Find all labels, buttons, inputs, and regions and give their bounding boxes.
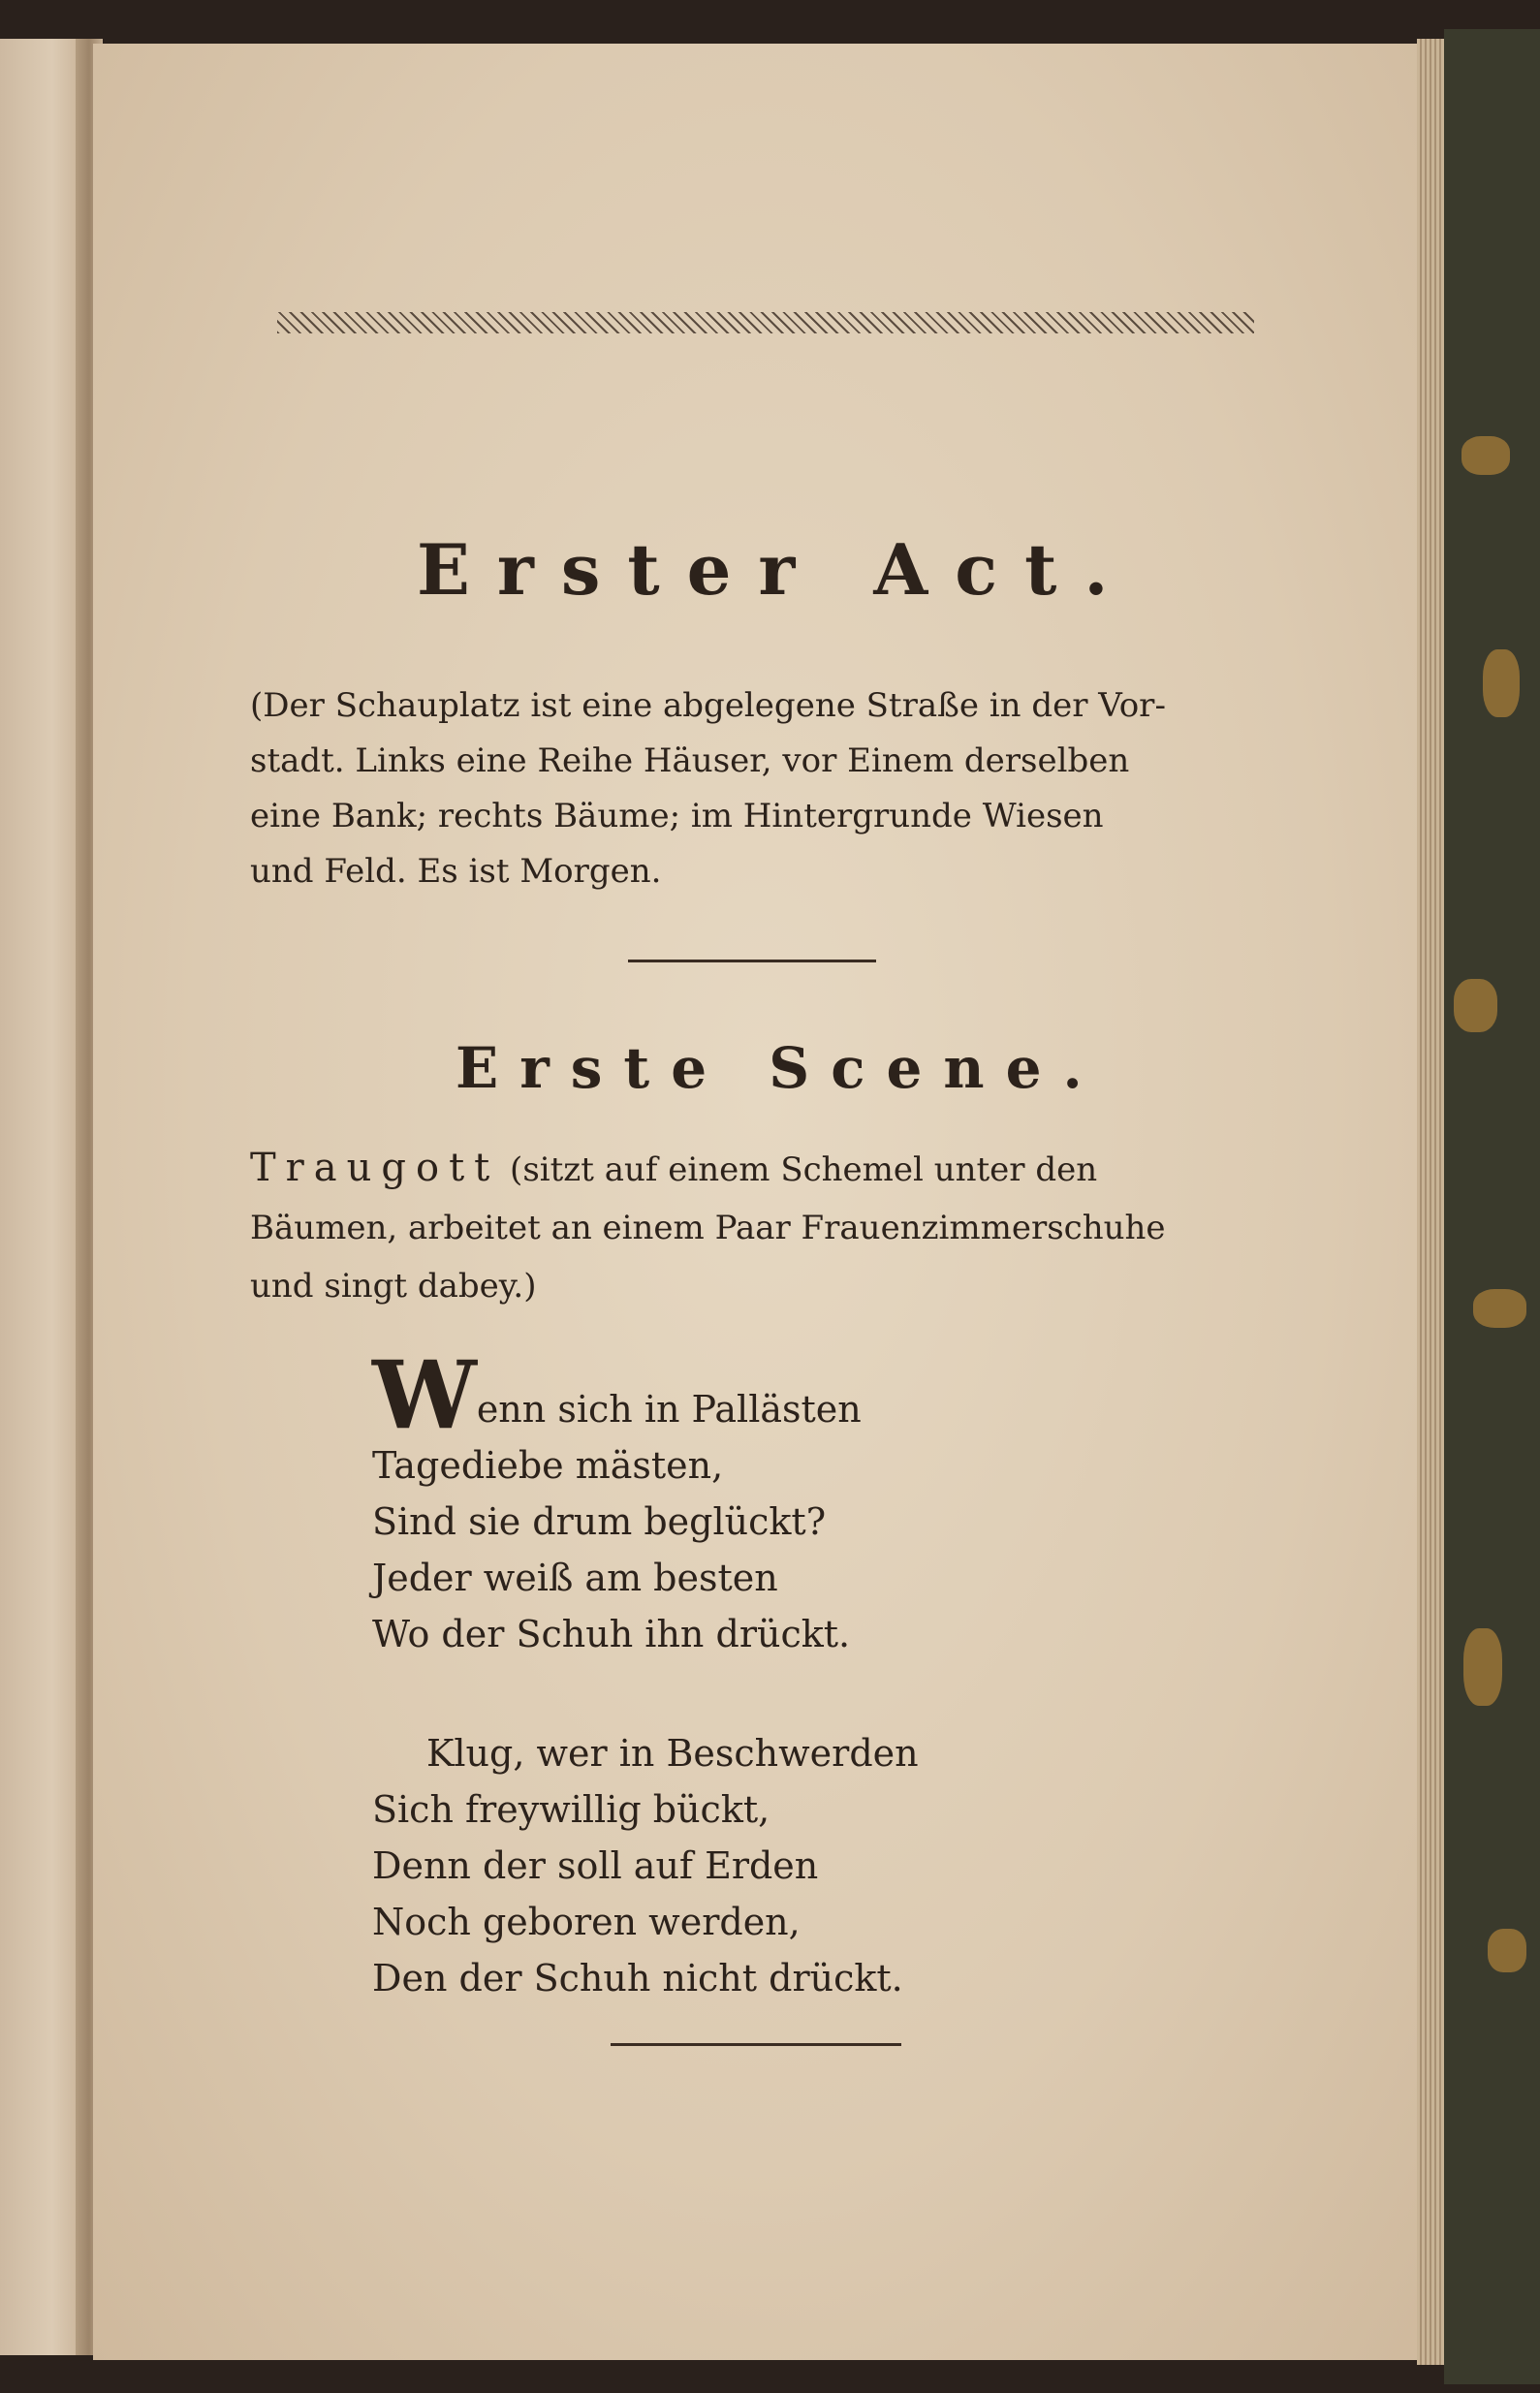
- cover-marbling: [1461, 436, 1510, 475]
- page-edges: [1417, 39, 1446, 2365]
- verse-line: Den der Schuh nicht drückt.: [372, 1957, 903, 1999]
- end-divider: [611, 2043, 901, 2046]
- verse-line: Denn der soll auf Erden: [372, 1844, 819, 1887]
- speaker-name: Traugott: [250, 1146, 500, 1190]
- scene-title: Erste Scene.: [456, 1035, 1104, 1101]
- cover-marbling: [1488, 1929, 1526, 1972]
- verse-line-text: enn sich in Pallästen: [476, 1388, 862, 1431]
- scene-direction-line: und singt dabey.): [250, 1267, 537, 1306]
- verse-line: Klug, wer in Beschwerden: [426, 1732, 919, 1775]
- drop-cap: W: [372, 1340, 477, 1450]
- verse-line: Tagediebe mästen,: [372, 1444, 724, 1487]
- scene-direction: [250, 1139, 1277, 1315]
- cover-marbling: [1463, 1628, 1502, 1706]
- verse-line: Sich freywillig bückt,: [372, 1788, 770, 1831]
- header-ornament-rule: [277, 312, 1254, 333]
- cover-marbling: [1473, 1289, 1526, 1328]
- verse-stanza-1: [372, 1340, 1109, 1662]
- stage-direction: [250, 678, 1277, 899]
- act-title: Erster Act.: [417, 528, 1136, 611]
- stage-direction-line: stadt. Links eine Reihe Häuser, vor Einem derselben: [250, 741, 1130, 780]
- stage-direction-line: und Feld. Es ist Morgen.: [250, 852, 662, 891]
- verse-line: [372, 1340, 1109, 1450]
- stage-direction-line: eine Bank; rechts Bäume; im Hintergrunde Wiesen: [250, 797, 1104, 835]
- verse-line: Jeder weiß am besten: [372, 1557, 778, 1599]
- cover-marbling: [1454, 979, 1497, 1032]
- stage-direction-line: (Der Schauplatz ist eine abgelegene Straße in der Vor-: [250, 686, 1166, 725]
- verse-line: Noch geboren werden,: [372, 1901, 801, 1943]
- cover-marbling: [1483, 649, 1520, 717]
- scene-direction-line: Bäumen, arbeitet an einem Paar Frauenzimmerschuhe: [250, 1209, 1166, 1247]
- section-divider: [628, 960, 876, 962]
- left-page-edge: [0, 39, 87, 2355]
- verse-line: Sind sie drum beglückt?: [372, 1500, 827, 1543]
- verse-line: Wo der Schuh ihn drückt.: [372, 1613, 851, 1655]
- scene-direction-line: [250, 1139, 1277, 1199]
- verse-stanza-2: [372, 1725, 1109, 2006]
- scene-direction-text: (sitzt auf einem Schemel unter den: [499, 1150, 1098, 1189]
- book-cover: [1444, 29, 1540, 2384]
